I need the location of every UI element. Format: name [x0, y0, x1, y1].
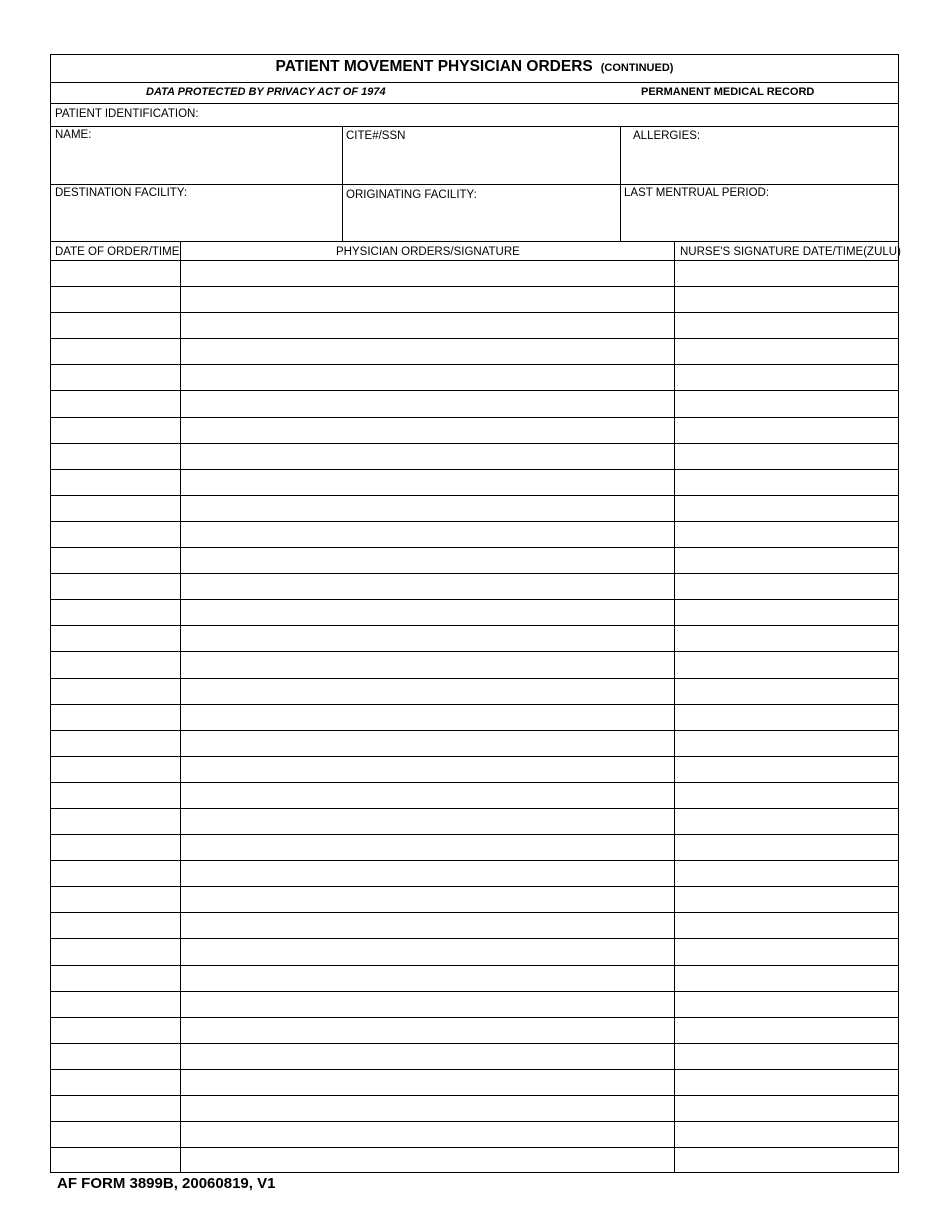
table-row — [51, 1017, 898, 1043]
name-label: NAME: — [55, 129, 92, 141]
divider — [51, 103, 898, 104]
table-row — [51, 991, 898, 1017]
order-rows — [51, 260, 898, 1173]
date-of-order-cell[interactable] — [51, 339, 180, 364]
date-of-order-cell[interactable] — [51, 444, 180, 469]
physician-orders-cell[interactable] — [180, 1096, 674, 1121]
physician-orders-cell[interactable] — [180, 939, 674, 964]
physician-orders-cell[interactable] — [180, 861, 674, 886]
table-row — [51, 469, 898, 495]
nurse-signature-cell[interactable] — [674, 1148, 898, 1173]
date-of-order-cell[interactable] — [51, 1044, 180, 1069]
physician-orders-cell[interactable] — [180, 887, 674, 912]
physician-orders-cell[interactable] — [180, 600, 674, 625]
table-row — [51, 312, 898, 338]
date-of-order-cell[interactable] — [51, 783, 180, 808]
column-header-nurse-signature: NURSE'S SIGNATURE DATE/TIME(ZULU) — [680, 246, 901, 258]
physician-orders-cell[interactable] — [180, 757, 674, 782]
physician-orders-cell[interactable] — [180, 652, 674, 677]
date-of-order-cell[interactable] — [51, 913, 180, 938]
table-row — [51, 756, 898, 782]
date-of-order-cell[interactable] — [51, 626, 180, 651]
physician-orders-cell[interactable] — [180, 313, 674, 338]
table-row — [51, 678, 898, 704]
physician-orders-cell[interactable] — [180, 261, 674, 286]
allergies-field[interactable] — [620, 126, 898, 184]
table-row — [51, 260, 898, 286]
date-of-order-cell[interactable] — [51, 1122, 180, 1147]
date-of-order-cell[interactable] — [51, 261, 180, 286]
table-row — [51, 521, 898, 547]
nurse-signature-cell[interactable] — [674, 1070, 898, 1095]
date-of-order-cell[interactable] — [51, 705, 180, 730]
nurse-signature-cell[interactable] — [674, 261, 898, 286]
nurse-signature-cell[interactable] — [674, 548, 898, 573]
table-row — [51, 364, 898, 390]
table-row — [51, 390, 898, 416]
physician-orders-cell[interactable] — [180, 705, 674, 730]
physician-orders-cell[interactable] — [180, 287, 674, 312]
date-of-order-cell[interactable] — [51, 470, 180, 495]
divider — [342, 126, 343, 241]
date-of-order-cell[interactable] — [51, 1070, 180, 1095]
table-row — [51, 1147, 898, 1173]
physician-orders-cell[interactable] — [180, 783, 674, 808]
divider — [51, 241, 898, 242]
date-of-order-cell[interactable] — [51, 1096, 180, 1121]
cite-ssn-label: CITE#/SSN — [346, 130, 406, 142]
physician-orders-cell[interactable] — [180, 522, 674, 547]
date-of-order-cell[interactable] — [51, 287, 180, 312]
date-of-order-cell[interactable] — [51, 966, 180, 991]
date-of-order-cell[interactable] — [51, 391, 180, 416]
table-row — [51, 286, 898, 312]
table-row — [51, 1043, 898, 1069]
physician-orders-cell[interactable] — [180, 444, 674, 469]
nurse-signature-cell[interactable] — [674, 1044, 898, 1069]
nurse-signature-cell[interactable] — [674, 652, 898, 677]
date-of-order-cell[interactable] — [51, 496, 180, 521]
date-of-order-cell[interactable] — [51, 365, 180, 390]
physician-orders-cell[interactable] — [180, 966, 674, 991]
nurse-signature-cell[interactable] — [674, 626, 898, 651]
date-of-order-cell[interactable] — [51, 835, 180, 860]
last-menstrual-period-field[interactable] — [620, 184, 898, 241]
physician-orders-cell[interactable] — [180, 626, 674, 651]
nurse-signature-cell[interactable] — [674, 365, 898, 390]
nurse-signature-cell[interactable] — [674, 391, 898, 416]
table-row — [51, 912, 898, 938]
physician-orders-cell[interactable] — [180, 1148, 674, 1173]
nurse-signature-cell[interactable] — [674, 861, 898, 886]
nurse-signature-cell[interactable] — [674, 522, 898, 547]
nurse-signature-cell[interactable] — [674, 887, 898, 912]
physician-orders-cell[interactable] — [180, 574, 674, 599]
column-header-physician-orders: PHYSICIAN ORDERS/SIGNATURE — [336, 246, 520, 258]
nurse-signature-cell[interactable] — [674, 444, 898, 469]
form-title-suffix: (CONTINUED) — [600, 62, 674, 74]
nurse-signature-cell[interactable] — [674, 679, 898, 704]
nurse-signature-cell[interactable] — [674, 705, 898, 730]
nurse-signature-cell[interactable] — [674, 339, 898, 364]
physician-orders-cell[interactable] — [180, 1044, 674, 1069]
table-row — [51, 338, 898, 364]
nurse-signature-cell[interactable] — [674, 313, 898, 338]
physician-orders-cell[interactable] — [180, 731, 674, 756]
nurse-signature-cell[interactable] — [674, 966, 898, 991]
nurse-signature-cell[interactable] — [674, 418, 898, 443]
nurse-signature-cell[interactable] — [674, 757, 898, 782]
originating-facility-field[interactable] — [342, 184, 620, 241]
date-of-order-cell[interactable] — [51, 731, 180, 756]
name-field[interactable] — [51, 126, 342, 184]
nurse-signature-cell[interactable] — [674, 913, 898, 938]
date-of-order-cell[interactable] — [51, 522, 180, 547]
physician-orders-form — [50, 54, 899, 1173]
physician-orders-cell[interactable] — [180, 418, 674, 443]
date-of-order-cell[interactable] — [51, 652, 180, 677]
nurse-signature-cell[interactable] — [674, 1096, 898, 1121]
date-of-order-cell[interactable] — [51, 861, 180, 886]
nurse-signature-cell[interactable] — [674, 496, 898, 521]
physician-orders-cell[interactable] — [180, 835, 674, 860]
table-row — [51, 651, 898, 677]
table-row — [51, 938, 898, 964]
form-footer: AF FORM 3899B, 20060819, V1 — [57, 1175, 276, 1192]
physician-orders-cell[interactable] — [180, 1070, 674, 1095]
date-of-order-cell[interactable] — [51, 1148, 180, 1173]
date-of-order-cell[interactable] — [51, 992, 180, 1017]
table-row — [51, 808, 898, 834]
date-of-order-cell[interactable] — [51, 757, 180, 782]
table-row — [51, 573, 898, 599]
table-row — [51, 417, 898, 443]
physician-orders-cell[interactable] — [180, 496, 674, 521]
record-type: PERMANENT MEDICAL RECORD — [641, 86, 815, 98]
privacy-notice: DATA PROTECTED BY PRIVACY ACT OF 1974 — [146, 86, 386, 98]
nurse-signature-cell[interactable] — [674, 809, 898, 834]
nurse-signature-cell[interactable] — [674, 287, 898, 312]
physician-orders-cell[interactable] — [180, 809, 674, 834]
date-of-order-cell[interactable] — [51, 574, 180, 599]
physician-orders-cell[interactable] — [180, 391, 674, 416]
divider — [51, 82, 898, 83]
physician-orders-cell[interactable] — [180, 1122, 674, 1147]
allergies-label: ALLERGIES: — [633, 130, 701, 142]
table-row — [51, 1069, 898, 1095]
physician-orders-cell[interactable] — [180, 992, 674, 1017]
table-row — [51, 443, 898, 469]
table-row — [51, 834, 898, 860]
physician-orders-cell[interactable] — [180, 470, 674, 495]
nurse-signature-cell[interactable] — [674, 992, 898, 1017]
physician-orders-cell[interactable] — [180, 548, 674, 573]
physician-orders-cell[interactable] — [180, 339, 674, 364]
table-row — [51, 547, 898, 573]
physician-orders-cell[interactable] — [180, 913, 674, 938]
date-of-order-cell[interactable] — [51, 887, 180, 912]
table-row — [51, 1121, 898, 1147]
last-menstrual-period-label: LAST MENTRUAL PERIOD: — [624, 187, 770, 199]
date-of-order-cell[interactable] — [51, 679, 180, 704]
table-row — [51, 1095, 898, 1121]
table-row — [51, 860, 898, 886]
table-row — [51, 599, 898, 625]
nurse-signature-cell[interactable] — [674, 939, 898, 964]
physician-orders-cell[interactable] — [180, 365, 674, 390]
nurse-signature-cell[interactable] — [674, 600, 898, 625]
table-row — [51, 704, 898, 730]
cite-ssn-field[interactable] — [342, 126, 620, 184]
form-title — [51, 57, 898, 78]
date-of-order-cell[interactable] — [51, 600, 180, 625]
originating-facility-label: ORIGINATING FACILITY: — [346, 189, 477, 201]
nurse-signature-cell[interactable] — [674, 1122, 898, 1147]
table-row — [51, 782, 898, 808]
physician-orders-cell[interactable] — [180, 1018, 674, 1043]
date-of-order-cell[interactable] — [51, 809, 180, 834]
date-of-order-cell[interactable] — [51, 418, 180, 443]
nurse-signature-cell[interactable] — [674, 574, 898, 599]
table-row — [51, 965, 898, 991]
nurse-signature-cell[interactable] — [674, 783, 898, 808]
table-row — [51, 625, 898, 651]
destination-facility-label: DESTINATION FACILITY: — [55, 187, 188, 199]
date-of-order-cell[interactable] — [51, 1018, 180, 1043]
patient-identification-label: PATIENT IDENTIFICATION: — [55, 108, 199, 120]
nurse-signature-cell[interactable] — [674, 1018, 898, 1043]
destination-facility-field[interactable] — [51, 184, 342, 241]
column-header-date: DATE OF ORDER/TIME — [55, 246, 180, 258]
nurse-signature-cell[interactable] — [674, 835, 898, 860]
date-of-order-cell[interactable] — [51, 313, 180, 338]
table-row — [51, 886, 898, 912]
physician-orders-cell[interactable] — [180, 679, 674, 704]
date-of-order-cell[interactable] — [51, 548, 180, 573]
nurse-signature-cell[interactable] — [674, 470, 898, 495]
divider — [620, 126, 621, 241]
nurse-signature-cell[interactable] — [674, 731, 898, 756]
table-row — [51, 730, 898, 756]
form-title-text: PATIENT MOVEMENT PHYSICIAN ORDERS — [275, 58, 593, 75]
date-of-order-cell[interactable] — [51, 939, 180, 964]
table-row — [51, 495, 898, 521]
